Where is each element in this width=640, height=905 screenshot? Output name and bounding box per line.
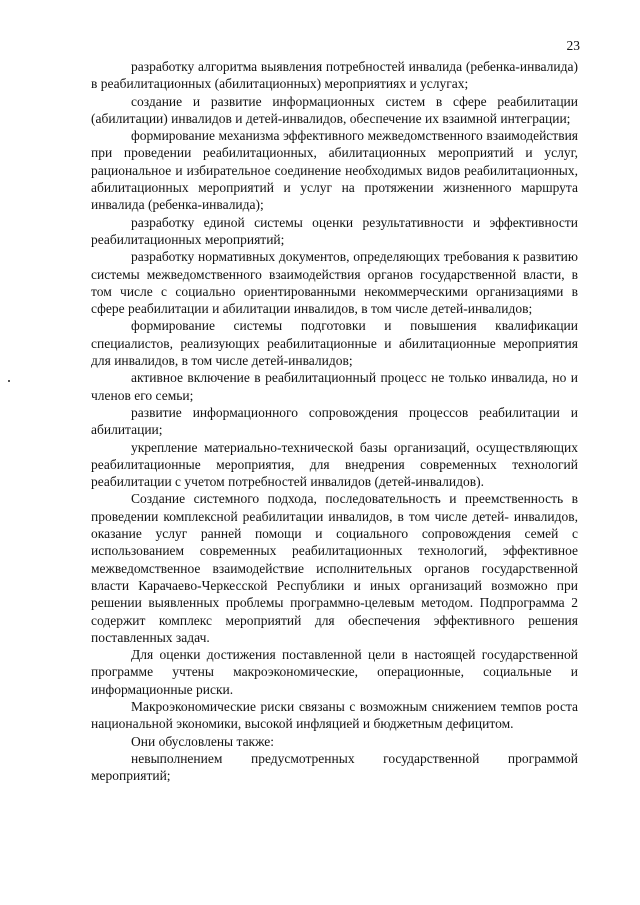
paragraph: разработку единой системы оценки результативности и эффективности реабилитационных мероприятий;	[91, 214, 578, 247]
page-number: 23	[566, 38, 580, 53]
paragraph: Для оценки достижения поставленной цели в настоящей государственной программе учтены макроэкономические, операционные, социальные и информационные риски.	[91, 647, 578, 697]
paragraph: Макроэкономические риски связаны с возможным снижением темпов роста национальной экономики, высокой инфляцией и бюджетным дефицитом.	[91, 698, 578, 732]
paragraph: формирование механизма эффективного межведомственного взаимодействия при проведении реабилитационных, абилитационных мероприятий и услуг, рациональное и избирательное соединение необходимых видов реабилитационных, абилитационных мероприятий и услуг на протяжении жизненного маршрута инвалида (ребенка-инвалида);	[91, 128, 578, 213]
paragraph: Они обусловлены также:	[131, 733, 275, 749]
paragraph: активное включение в реабилитационный процесс не только инвалида, но и членов его семьи;	[91, 370, 578, 403]
paragraph: формирование системы подготовки и повышения квалификации специалистов, реализующих реабилитационные и абилитационные мероприятия для инвалидов, в том числе детей-инвалидов;	[91, 318, 578, 369]
paragraph: укрепление материально-технической базы организаций, осуществляющих реабилитационные мероприятия, для внедрения современных технологий реабилитации с учетом потребностей инвалидов (детей-инвалидов).	[91, 439, 578, 490]
paragraph: разработку алгоритма выявления потребностей инвалида (ребенка-инвалида) в реабилитационных (абилитационных) мероприятиях и услугах;	[91, 59, 578, 92]
margin-mark	[8, 380, 10, 382]
paragraph: Создание системного подхода, последовательность и преемственность в проведении комплексной реабилитации инвалидов, в том числе детей- инвалидов, оказание услуг ранней помощи и социального сопровождения семей с использованием современных реабилитационных технологий, эффективное межведомственное взаимодействие исполнительных органов государственной власти Карачаево-Черкесской Республики и иных организаций возможно при решении выявленных проблемы программно-целевым методом. Подпрограмма 2 содержит комплекс мероприятий для обеспечения эффективного решения поставленных задач.	[91, 491, 578, 645]
paragraph: развитие информационного сопровождения процессов реабилитации и абилитации;	[91, 404, 578, 438]
document-body	[91, 58, 578, 784]
paragraph: невыполнением предусмотренных государственной программой мероприятий;	[91, 750, 578, 784]
paragraph: разработку нормативных документов, определяющих требования к развитию системы межведомственного взаимодействия органов государственной власти, в том числе с социально ориентированными некоммерческими организациями в сфере реабилитации и абилитации инвалидов, в том числе детей-инвалидов;	[91, 249, 578, 317]
paragraph: создание и развитие информационных систем в сфере реабилитации (абилитации) инвалидов и детей-инвалидов, обеспечение их взаимной интеграции;	[91, 93, 578, 126]
